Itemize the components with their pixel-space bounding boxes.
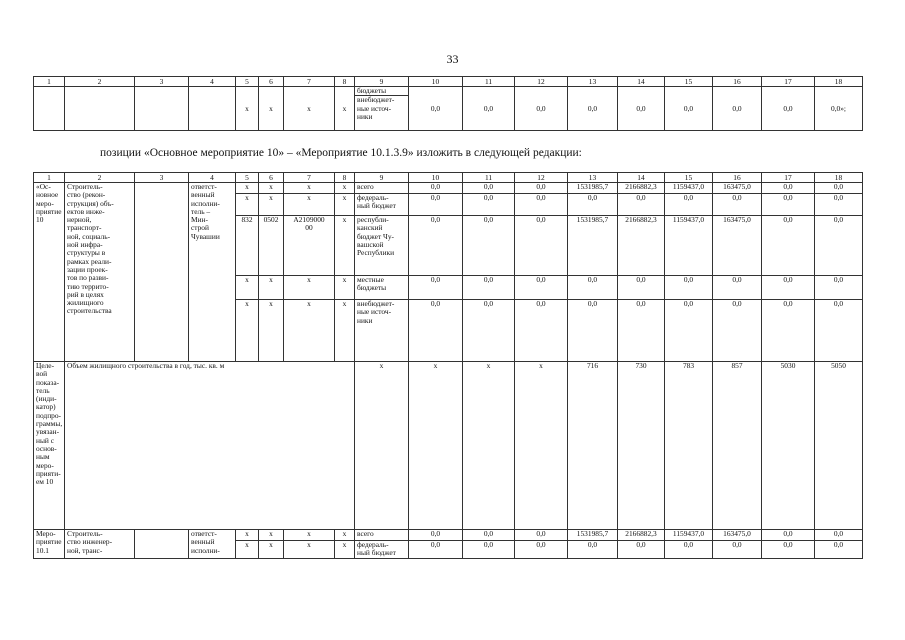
cell: 0,0: [463, 96, 515, 131]
cell: х: [236, 183, 259, 194]
column-number: 17: [762, 77, 815, 87]
amount-cell: 0,0: [815, 276, 863, 300]
amount-cell: 163475,0: [713, 216, 762, 276]
indicator-value: 5050: [815, 362, 863, 530]
amount-cell: 2166882,3: [618, 530, 665, 541]
column-number: 2: [65, 173, 135, 183]
column-number: 4: [189, 77, 236, 87]
amount-cell: 0,0: [762, 183, 815, 194]
column-number: 9: [355, 173, 409, 183]
amount-cell: 0,0: [713, 300, 762, 362]
column-number: 16: [713, 173, 762, 183]
cell: х: [236, 300, 259, 362]
column-number: 15: [665, 173, 713, 183]
cell: х: [284, 541, 335, 559]
cell: 0,0: [665, 96, 713, 131]
column-number: 16: [713, 77, 762, 87]
column-number: 8: [335, 77, 355, 87]
column-number: 1: [34, 77, 65, 87]
amount-cell: 0,0: [515, 183, 568, 194]
funding-source: федераль- ный бюджет: [355, 541, 409, 559]
amount-cell: 0,0: [713, 194, 762, 216]
column-number: 13: [568, 173, 618, 183]
amount-cell: 0,0: [515, 276, 568, 300]
measure-code: «Ос- новное меро- приятие 10: [34, 183, 65, 362]
amount-cell: 0,0: [713, 276, 762, 300]
cell: х: [335, 194, 355, 216]
cell: 0,0: [409, 96, 463, 131]
measure-name: Строитель- ство инженер- ной, транс-: [65, 530, 135, 559]
amount-cell: 0,0: [815, 300, 863, 362]
amount-cell: 0,0: [665, 300, 713, 362]
cell: х: [236, 541, 259, 559]
amount-cell: 0,0: [515, 300, 568, 362]
amount-cell: 2166882,3: [618, 216, 665, 276]
table-row: [34, 87, 863, 96]
cell: А2109000 00: [284, 216, 335, 276]
column-number-row: [34, 173, 863, 183]
amount-cell: 0,0: [463, 194, 515, 216]
cell: х: [335, 216, 355, 276]
cell: х: [284, 183, 335, 194]
amount-cell: 0,0: [515, 216, 568, 276]
funding-source: всего: [355, 530, 409, 541]
amount-cell: 0,0: [463, 216, 515, 276]
funding-source: республи- канский бюджет Чу- вашской Республики: [355, 216, 409, 276]
amount-cell: 0,0: [762, 300, 815, 362]
cell: х: [259, 183, 284, 194]
cell: х: [259, 96, 284, 131]
amount-cell: 0,0: [463, 276, 515, 300]
cell: х: [259, 300, 284, 362]
column-number-row: [34, 77, 863, 87]
column-number: 14: [618, 173, 665, 183]
indicator-description: Объем жилищного строительства в год, тыс. кв. м: [65, 362, 355, 530]
amount-cell: 1159437,0: [665, 530, 713, 541]
cell: х: [259, 276, 284, 300]
amount-cell: 0,0: [762, 216, 815, 276]
responsible-executor: ответст- венный исполни- тель – Мин- строй Чувашии: [189, 183, 236, 362]
amount-cell: 0,0: [815, 541, 863, 559]
cell: х: [236, 96, 259, 131]
amount-cell: 0,0: [409, 276, 463, 300]
amount-cell: 0,0: [409, 194, 463, 216]
amount-cell: 1531985,7: [568, 530, 618, 541]
cell: 832: [236, 216, 259, 276]
amount-cell: 1159437,0: [665, 183, 713, 194]
cell: х: [335, 300, 355, 362]
indicator-label: Целе- вой показа- тель (инди- катор) подпро- граммы, увязан- ный с основ- ным меро- прияти- ем 10: [34, 362, 65, 530]
funding-source: местные бюджеты: [355, 276, 409, 300]
column-number: 12: [515, 77, 568, 87]
column-number: 14: [618, 77, 665, 87]
cell: 0,0»;: [815, 96, 863, 131]
column-number: 17: [762, 173, 815, 183]
budget-label: внебюджет- ные источ- ники: [355, 96, 409, 131]
amount-cell: 0,0: [762, 541, 815, 559]
cell: х: [335, 276, 355, 300]
column-number: 18: [815, 77, 863, 87]
amount-cell: 2166882,3: [618, 183, 665, 194]
amount-cell: 0,0: [409, 183, 463, 194]
column-number: 11: [463, 77, 515, 87]
amount-cell: 0,0: [815, 194, 863, 216]
column-number: 8: [335, 173, 355, 183]
column-number: 18: [815, 173, 863, 183]
amount-cell: 0,0: [463, 300, 515, 362]
top-table: [33, 76, 863, 131]
indicator-value: х: [355, 362, 409, 530]
cell: х: [259, 194, 284, 216]
amount-cell: 0,0: [568, 300, 618, 362]
cell: 0,0: [762, 96, 815, 131]
amount-cell: 0,0: [815, 530, 863, 541]
amount-cell: 0,0: [665, 541, 713, 559]
column-number: 3: [135, 77, 189, 87]
column-number: 4: [189, 173, 236, 183]
funding-source: всего: [355, 183, 409, 194]
amount-cell: 0,0: [618, 300, 665, 362]
amount-cell: 0,0: [815, 216, 863, 276]
amount-cell: 0,0: [815, 183, 863, 194]
indicator-value: х: [463, 362, 515, 530]
cell: х: [335, 96, 355, 131]
cell: х: [335, 541, 355, 559]
measure-code: Меро- приятие 10.1: [34, 530, 65, 559]
cell: х: [236, 194, 259, 216]
amount-cell: 0,0: [515, 541, 568, 559]
amount-cell: 0,0: [618, 541, 665, 559]
target-indicator-row: [34, 362, 863, 530]
funding-source: внебюджет- ные источ- ники: [355, 300, 409, 362]
indicator-value: 730: [618, 362, 665, 530]
column-number: 11: [463, 173, 515, 183]
cell: х: [284, 194, 335, 216]
amount-cell: 0,0: [463, 541, 515, 559]
amount-cell: 0,0: [515, 530, 568, 541]
amount-cell: 1531985,7: [568, 183, 618, 194]
table-row: [34, 530, 863, 541]
cell: х: [284, 300, 335, 362]
cell: х: [335, 183, 355, 194]
indicator-value: 857: [713, 362, 762, 530]
indicator-value: 783: [665, 362, 713, 530]
amount-cell: 0,0: [409, 541, 463, 559]
cell: 0,0: [618, 96, 665, 131]
budget-label: бюджеты: [355, 87, 409, 96]
cell: х: [335, 530, 355, 541]
amount-cell: 0,0: [515, 194, 568, 216]
amount-cell: 0,0: [568, 276, 618, 300]
column-number: 9: [355, 77, 409, 87]
amount-cell: 0,0: [463, 183, 515, 194]
empty-cell: [135, 530, 189, 559]
column-number: 7: [284, 173, 335, 183]
page-number: 33: [446, 52, 459, 66]
cell: х: [236, 276, 259, 300]
cell: х: [259, 530, 284, 541]
column-number: 5: [236, 173, 259, 183]
responsible-executor: ответст- венный исполни-: [189, 530, 236, 559]
indicator-value: 5030: [762, 362, 815, 530]
cell: 0,0: [568, 96, 618, 131]
column-number: 6: [259, 77, 284, 87]
amount-cell: 0,0: [618, 194, 665, 216]
amount-cell: 163475,0: [713, 530, 762, 541]
amount-cell: 0,0: [568, 541, 618, 559]
amount-cell: 1531985,7: [568, 216, 618, 276]
column-number: 2: [65, 77, 135, 87]
cell: 0502: [259, 216, 284, 276]
cell: х: [284, 96, 335, 131]
amount-cell: 0,0: [568, 194, 618, 216]
amount-cell: 0,0: [762, 194, 815, 216]
amount-cell: 0,0: [618, 276, 665, 300]
amount-cell: 0,0: [463, 530, 515, 541]
cell: х: [284, 276, 335, 300]
table-row: [34, 183, 863, 194]
cell: х: [259, 541, 284, 559]
amount-cell: 0,0: [762, 276, 815, 300]
amount-cell: 0,0: [762, 530, 815, 541]
amount-cell: 163475,0: [713, 183, 762, 194]
column-number: 6: [259, 173, 284, 183]
main-table: [33, 172, 863, 559]
amount-cell: 0,0: [713, 541, 762, 559]
amount-cell: 1159437,0: [665, 216, 713, 276]
column-number: 5: [236, 77, 259, 87]
column-number: 7: [284, 77, 335, 87]
column-number: 13: [568, 77, 618, 87]
cell: х: [236, 530, 259, 541]
column-number: 12: [515, 173, 568, 183]
amount-cell: 0,0: [409, 216, 463, 276]
indicator-value: х: [515, 362, 568, 530]
funding-source: федераль- ный бюджет: [355, 194, 409, 216]
cell: 0,0: [713, 96, 762, 131]
empty-cell: [135, 183, 189, 362]
indicator-value: 716: [568, 362, 618, 530]
column-number: 10: [409, 173, 463, 183]
amount-cell: 0,0: [665, 194, 713, 216]
cell: х: [284, 530, 335, 541]
indicator-value: х: [409, 362, 463, 530]
amount-cell: 0,0: [409, 300, 463, 362]
column-number: 10: [409, 77, 463, 87]
column-number: 15: [665, 77, 713, 87]
cell: 0,0: [515, 96, 568, 131]
column-number: 1: [34, 173, 65, 183]
section-heading: позиции «Основное мероприятие 10» – «Мероприятие 10.1.3.9» изложить в следующей редакции:: [100, 147, 582, 159]
amount-cell: 0,0: [409, 530, 463, 541]
measure-name: Строитель- ство (рекон- струкция) объ- ектов инже- нерной, транспорт- ной, социаль- ной инфра- структуры в рамках реали- зации проек- тов по разви- тию террито- рий в целях жилищного строительства: [65, 183, 135, 362]
amount-cell: 0,0: [665, 276, 713, 300]
column-number: 3: [135, 173, 189, 183]
